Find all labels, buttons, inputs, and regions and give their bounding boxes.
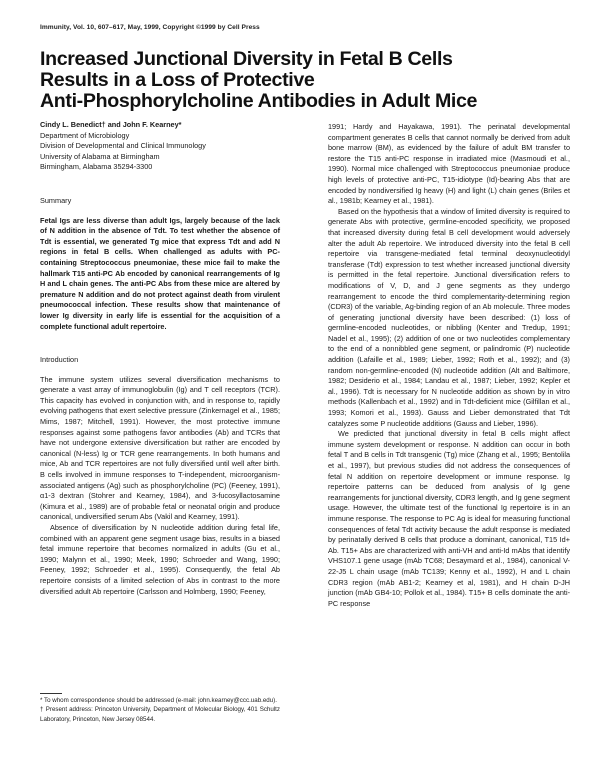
title-line-1: Increased Junctional Diversity in Fetal B Cells [40, 48, 453, 70]
footnote-rule [40, 693, 62, 694]
footnotes [40, 693, 280, 724]
footnote-correspondence: * To whom correspondence should be addressed (e-mail: john.kearney@ccc.uab.edu). [40, 697, 277, 704]
body-paragraph-1: 1991; Hardy and Hayakawa, 1991). The perinatal developmental compartment generates B cells that cannot normally be derived from adult bone marrow (BM), as evidenced by the failure of adult BM transfer to restore the T15 anti-PC response in irradiated mice (Masmoudi et al., 1990). Normal mice challenged with Streptococcus pneumoniae produce high levels of protective anti-PC, T15-idiotype (Id)-bearing Abs that are encoded by nondiversified Ig heavy (H) and light (L) chain genes (Briles et al., 1981b; Kearney et al., 1981). [328, 122, 570, 206]
summary-text: Fetal Igs are less diverse than adult Igs, largely because of the lack of N addition in the absence of Tdt. To test whether the absence of Tdt is essential, we generated Tg mice that express Tdt and add N regions in fetal B cells. When challenged as adults with PC-containing Streptococcus pneumoniae, these mice fail to make the hallmark T15 anti-PC Ab encoded by canonical rearrangements of Ig H and L chain genes. The anti-PC Abs from these mice are altered by premature N addition and do not protect against death from virulent pneumococcal infection. These results show that maintenance of lower Ig diversity in early life is essential for the acquisition of a complete functional adult repertoire. [40, 215, 280, 331]
body-paragraph-2: Based on the hypothesis that a window of limited diversity is required to generate Abs with protective, germline-encoded specificity, we proposed that increased diversity during fetal B cell development would adversely alter the adult Ab repertoire. We introduced diversity into the fetal B cell repertoire via transgene-mediated fetal terminal deoxynucleotidyl transferase (Tdt) expression to test whether increased junctional diversity is permitted in the fetal repertoire. Junctional diversification refers to modifications of V, D, and J gene segments as they undergo rearrangement to encode the third complementarity-determining region (CDR3) of the variable, Ag-binding region of an Ab molecule. Three modes of generating junctional diversity have been described: (1) loss of germline-encoded nucleotides, or nibbling (Kenter and Tredup, 1991; Nadel et al., 1995); (2) addition of one or two nucleotides complementary to the end of a nonnibbled gene segment, or palindromic (P) nucleotide addition (Lafaille et al., 1989; Lieber, 1992; Roth et al., 1992); and (3) random non-germline-encoded (N) nucleotide addition (Alt and Baltimore, 1982; Desiderio et al., 1984; Landau et al., 1987; Lieber, 1992; Kepler et al., 1996). Tdt is necessary for N nucleotide addition as shown by in vitro methods (Kallenbach et al., 1992) and in Tdt-deficient mice (Gilfillan et al., 1993; Komori et al., 1993). Gauss and Lieber demonstrated that Tdt catalyzes some P nucleotide additions (Gauss and Lieber, 1996). [328, 206, 570, 428]
affiliation-block [40, 131, 280, 173]
affiliation-line-1: Department of Microbiology [40, 130, 130, 140]
footnote-present-address: † Present address: Princeton University, Department of Molecular Biology, 401 Schultz Laboratory, Princeton, New Jersey 08544. [40, 706, 280, 723]
right-column [328, 122, 570, 609]
body-paragraph-3: We predicted that junctional diversity in fetal B cells might affect immune system development or response. N addition can occur in both fetal T and B cells in Tdt transgenic (Tg) mice (Zhang et al., 1995; Bentolila et al., 1997), but previous studies did not address the consequences of fetal N addition on repertoire development or immune response. Ig repertoire patterns can be deduced from analysis of Ig gene rearrangements for junctional diversity, CDR3 length, and Ig gene segment usage. However, the ultimate test of the functional Ig repertoire is in an immune response. The response to PC Ag is ideal for measuring functional consequences of fetal Tdt activity because the adult response is mediated by perinatally derived B cells that produce a dominant, canonical, T15 Id+ Ab. T15+ Abs are characterized with anti-VH and anti-Id mAbs that identify VHS107.1 gene usage (mAb TC68; Desaymard et al., 1984), canonical V-22-J5 L chain usage (mAb TC139; Kenny et al., 1992), H and L chain CDR3 region (mAb AB1-2; Kearney et al, 1981), and H chain D-JH junction (mAb GB4-10; Pollok et al., 1984). T15+ B cells dominate the anti-PC response [328, 429, 571, 608]
title-line-3: Anti-Phosphorylcholine Antibodies in Adult Mice [40, 90, 478, 113]
introduction-paragraph-2: Absence of diversification by N nucleotide addition during fetal life, combined with an apparent gene segment usage bias, results in a biased fetal immune repertoire that becomes normalized in adults (Gu et al., 1990; Malynn et al., 1990; Meek, 1990; Schroeder and Wang, 1990; Feeney, 1992; Schroeder et al., 1995). Consequently, the fetal Ab repertoire consists of a limited selection of Abs in contrast to the more diversified adult Ab repertoire (Carlsson and Holmberg, 1990; Feeney, [40, 523, 280, 596]
affiliation-line-3: University of Alabama at Birmingham [40, 151, 160, 161]
introduction-paragraph-1: The immune system utilizes several diversification mechanisms to generate a vast array of immunoglobulin (Ig) and T cell receptors (TCR). This capacity has evolved in conjunction with, and in response to, rapidly evolving pathogens that exert selective pressure (Zinkernagel et al., 1985; Mims, 1987; Mitchell, 1991). However, the most protective immune responses against some pathogens favor antibodies (Ab) and TCRs that have not undergone extensive diversification but rather are encoded by canonical (N-less) Ig or TCR gene rearrangements. In both humans and mice, Ab and TCR repertoires are not fully diversified until well after birth. B cells involved in immune responses to T-independent, microorganism-associated antigens (Ag) such as phosphorylcholine (PC) (Feeney, 1991), α1-3 dextran (Stohrer and Kearney, 1984), and 3-fucosyllactosamine (Kimura et al., 1989) are of probable fetal or neonatal origin and produce canonical, undiversified serum Abs (Vakil and Kearney, 1991). [40, 374, 280, 522]
article-title [40, 49, 520, 113]
journal-citation-line: Immunity, Vol. 10, 607–617, May, 1999, Copyright ©1999 by Cell Press [40, 24, 260, 31]
left-column [40, 120, 280, 597]
affiliation-line-2: Division of Developmental and Clinical Immunology [40, 141, 206, 151]
affiliation-line-4: Birmingham, Alabama 35294-3300 [40, 162, 153, 172]
introduction-heading: Introduction [40, 355, 79, 365]
summary-heading: Summary [40, 195, 72, 205]
author-list: Cindy L. Benedict† and John F. Kearney* [40, 120, 182, 129]
title-line-2: Results in a Loss of Protective [40, 69, 315, 92]
